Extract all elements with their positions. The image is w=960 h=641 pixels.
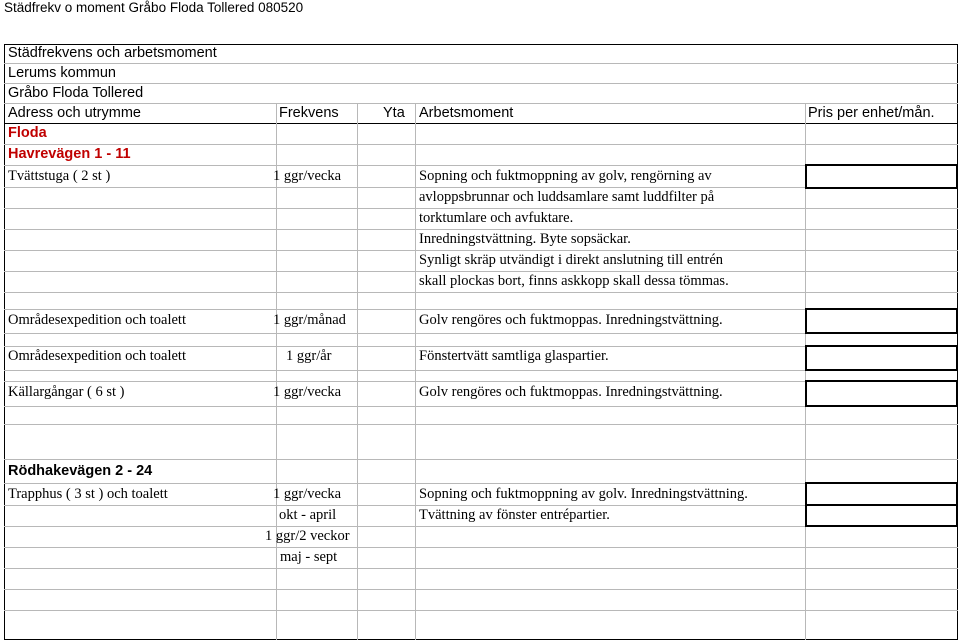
row-address-tvattstuga: Tvättstuga ( 2 st ) xyxy=(8,168,111,184)
row-task-kallargangar: Golv rengöres och fuktmoppas. Inredningstvättning. xyxy=(419,384,723,400)
row-address-omrade-ar: Områdesexpedition och toalett xyxy=(8,348,186,364)
row-task-trapphus: Sopning och fuktmoppning av golv. Inredningstvättning. xyxy=(419,486,748,502)
column-header-area: Yta xyxy=(383,105,405,121)
row-frequency-kallargangar: 1 ggr/vecka xyxy=(273,384,342,400)
price-cell-tvattstuga[interactable] xyxy=(805,164,958,189)
column-header-address: Adress och utrymme xyxy=(8,105,141,121)
grid-line xyxy=(4,229,958,230)
street-heading-rodhakevagen: Rödhakevägen 2 - 24 xyxy=(8,463,153,479)
section-label-floda: Floda xyxy=(8,125,47,141)
grid-line xyxy=(4,63,958,64)
grid-line xyxy=(4,547,958,548)
row-frequency-fonster-line: okt - april xyxy=(279,507,337,523)
price-cell-omrade-manad[interactable] xyxy=(805,308,958,334)
row-address-trapphus: Trapphus ( 3 st ) och toalett xyxy=(8,486,168,502)
sheet-frame xyxy=(4,44,958,640)
page-title: Städfrekv o moment Gråbo Floda Tollered 080520 xyxy=(4,0,304,15)
grid-line xyxy=(4,459,958,460)
row-task-fonster: Tvättning av fönster entrépartier. xyxy=(419,507,610,523)
grid-line xyxy=(4,103,958,104)
row-task-omrade-ar: Fönstertvätt samtliga glaspartier. xyxy=(419,348,609,364)
row-task-line: avloppsbrunnar och luddsamlare samt luddfilter på xyxy=(419,189,715,205)
row-frequency-omrade-manad: 1 ggr/månad xyxy=(273,312,346,328)
row-frequency-fonster-line: 1 ggr/2 veckor xyxy=(265,528,350,544)
grid-line xyxy=(4,144,958,145)
header-area: Gråbo Floda Tollered xyxy=(8,85,144,101)
grid-line xyxy=(4,568,958,569)
grid-line xyxy=(4,292,958,293)
grid-line xyxy=(4,83,958,84)
column-header-task: Arbetsmoment xyxy=(419,105,514,121)
grid-line xyxy=(4,271,958,272)
row-frequency-trapphus: 1 ggr/vecka xyxy=(273,486,342,502)
grid-line xyxy=(4,123,958,124)
column-header-price: Pris per enhet/mån. xyxy=(808,105,935,121)
grid-line xyxy=(4,250,958,251)
header-title: Städfrekvens och arbetsmoment xyxy=(8,45,217,61)
row-frequency-tvattstuga: 1 ggr/vecka xyxy=(273,168,342,184)
row-address-kallargangar: Källargångar ( 6 st ) xyxy=(8,384,125,400)
street-heading-havrevagen: Havrevägen 1 - 11 xyxy=(8,146,131,162)
row-task-line: Inredningstvättning. Byte sopsäckar. xyxy=(419,231,631,247)
row-task-line: Sopning och fuktmoppning av golv, rengörning av xyxy=(419,168,712,184)
price-cell-kallargangar[interactable] xyxy=(805,380,958,407)
grid-line xyxy=(4,208,958,209)
grid-line xyxy=(4,610,958,611)
grid-line xyxy=(4,424,958,425)
grid-col-line xyxy=(357,103,358,640)
price-cell-fonster[interactable] xyxy=(805,504,958,527)
row-task-line: Synligt skräp utvändigt i direkt anslutning till entrén xyxy=(419,252,724,268)
row-task-line: skall plockas bort, finns askkopp skall dessa tömmas. xyxy=(419,273,729,289)
row-frequency-omrade-ar: 1 ggr/år xyxy=(286,348,332,364)
price-cell-trapphus[interactable] xyxy=(805,482,958,506)
row-task-omrade-manad: Golv rengöres och fuktmoppas. Inredningstvättning. xyxy=(419,312,723,328)
grid-line xyxy=(4,589,958,590)
price-cell-omrade-ar[interactable] xyxy=(805,345,958,371)
header-municipality: Lerums kommun xyxy=(8,65,116,81)
grid-col-line xyxy=(415,103,416,640)
row-task-line: torktumlare och avfuktare. xyxy=(419,210,574,226)
column-header-frequency: Frekvens xyxy=(279,105,339,121)
row-frequency-fonster-line: maj - sept xyxy=(280,549,338,565)
row-address-omrade-manad: Områdesexpedition och toalett xyxy=(8,312,186,328)
